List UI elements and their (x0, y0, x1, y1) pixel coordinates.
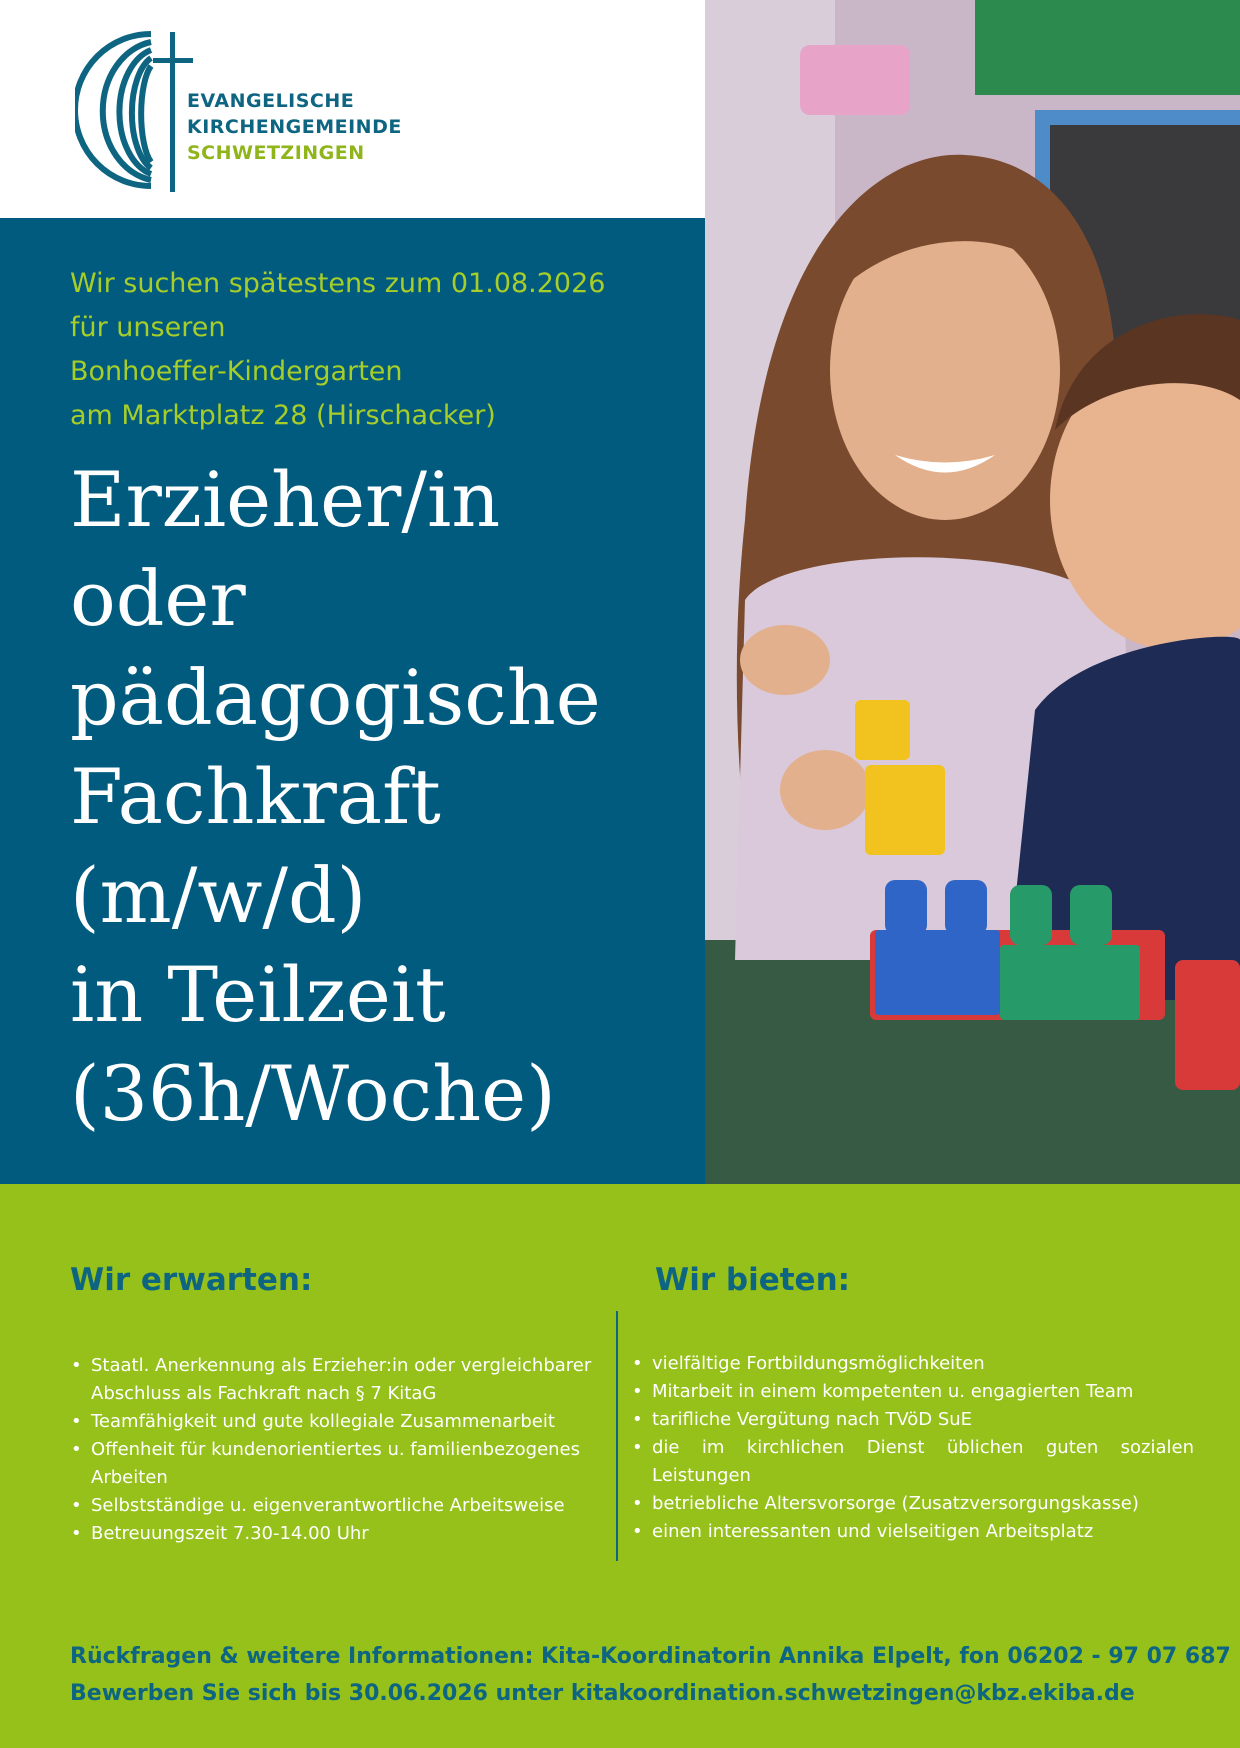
expect-list (71, 1352, 616, 1548)
expect-heading: Wir erwarten: (70, 1262, 313, 1298)
job-title-line-6: in Teilzeit (70, 950, 446, 1039)
intro-line-1: Wir suchen spätestens zum 01.08.2026 (70, 268, 606, 299)
job-title-line-3: pädagogische (70, 653, 601, 742)
offer-heading: Wir bieten: (655, 1262, 851, 1298)
contact-line: Rückfragen & weitere Informationen: Kita-Koordinatorin Annika Elpelt, fon 06202 - 97 07 687 (70, 1644, 1231, 1669)
list-item: • Betreuungszeit 7.30-14.00 Uhr (71, 1520, 616, 1548)
intro-line-3: Bonhoeffer-Kindergarten (70, 356, 403, 387)
intro-line-4: am Marktplatz 28 (Hirschacker) (70, 400, 496, 431)
job-title-line-7: (36h/Woche) (70, 1049, 556, 1138)
logo-line-3: SCHWETZINGEN (187, 142, 365, 164)
logo-line-1: EVANGELISCHE (187, 90, 355, 112)
cross-arc-logo-icon (75, 30, 205, 195)
job-title-line-2: oder (70, 554, 246, 643)
intro-text (70, 262, 605, 438)
job-title-line-4: Fachkraft (70, 752, 441, 841)
list-item: • vielfältige Fortbildungsmöglichkeiten (632, 1350, 1194, 1378)
apply-line: Bewerben Sie sich bis 30.06.2026 unter kitakoordination.schwetzingen@kbz.ekiba.de (70, 1681, 1135, 1706)
church-logo (0, 0, 705, 218)
list-item: • einen interessanten und vielseitigen Arbeitsplatz (632, 1518, 1194, 1546)
list-item: • Teamfähigkeit und gute kollegiale Zusammenarbeit (71, 1408, 616, 1436)
list-item: • Staatl. Anerkennung als Erzieher:in oder vergleichbarer Abschluss als Fachkraft nach § 7 KitaG (71, 1352, 616, 1408)
list-item: • tarifliche Vergütung nach TVöD SuE (632, 1406, 1194, 1434)
column-divider (616, 1311, 618, 1561)
intro-line-2: für unseren (70, 312, 226, 343)
teacher-child-photo (705, 0, 1240, 1184)
logo-line-2: KIRCHENGEMEINDE (187, 116, 402, 138)
job-title (70, 450, 601, 1143)
list-item: • Offenheit für kundenorientiertes u. familienbezogenes Arbeiten (71, 1436, 616, 1492)
contact-footer (70, 1638, 1231, 1712)
list-item: • Mitarbeit in einem kompetenten u. engagierten Team (632, 1378, 1194, 1406)
list-item: • Selbstständige u. eigenverantwortliche Arbeitsweise (71, 1492, 616, 1520)
list-item: • betriebliche Altersvorsorge (Zusatzversorgungskasse) (632, 1490, 1194, 1518)
job-title-line-5: (m/w/d) (70, 851, 367, 940)
job-title-line-1: Erzieher/in (70, 455, 501, 544)
list-item: • die im kirchlichen Dienst üblichen guten sozialen Leistungen (632, 1434, 1194, 1490)
offer-list (632, 1350, 1194, 1546)
